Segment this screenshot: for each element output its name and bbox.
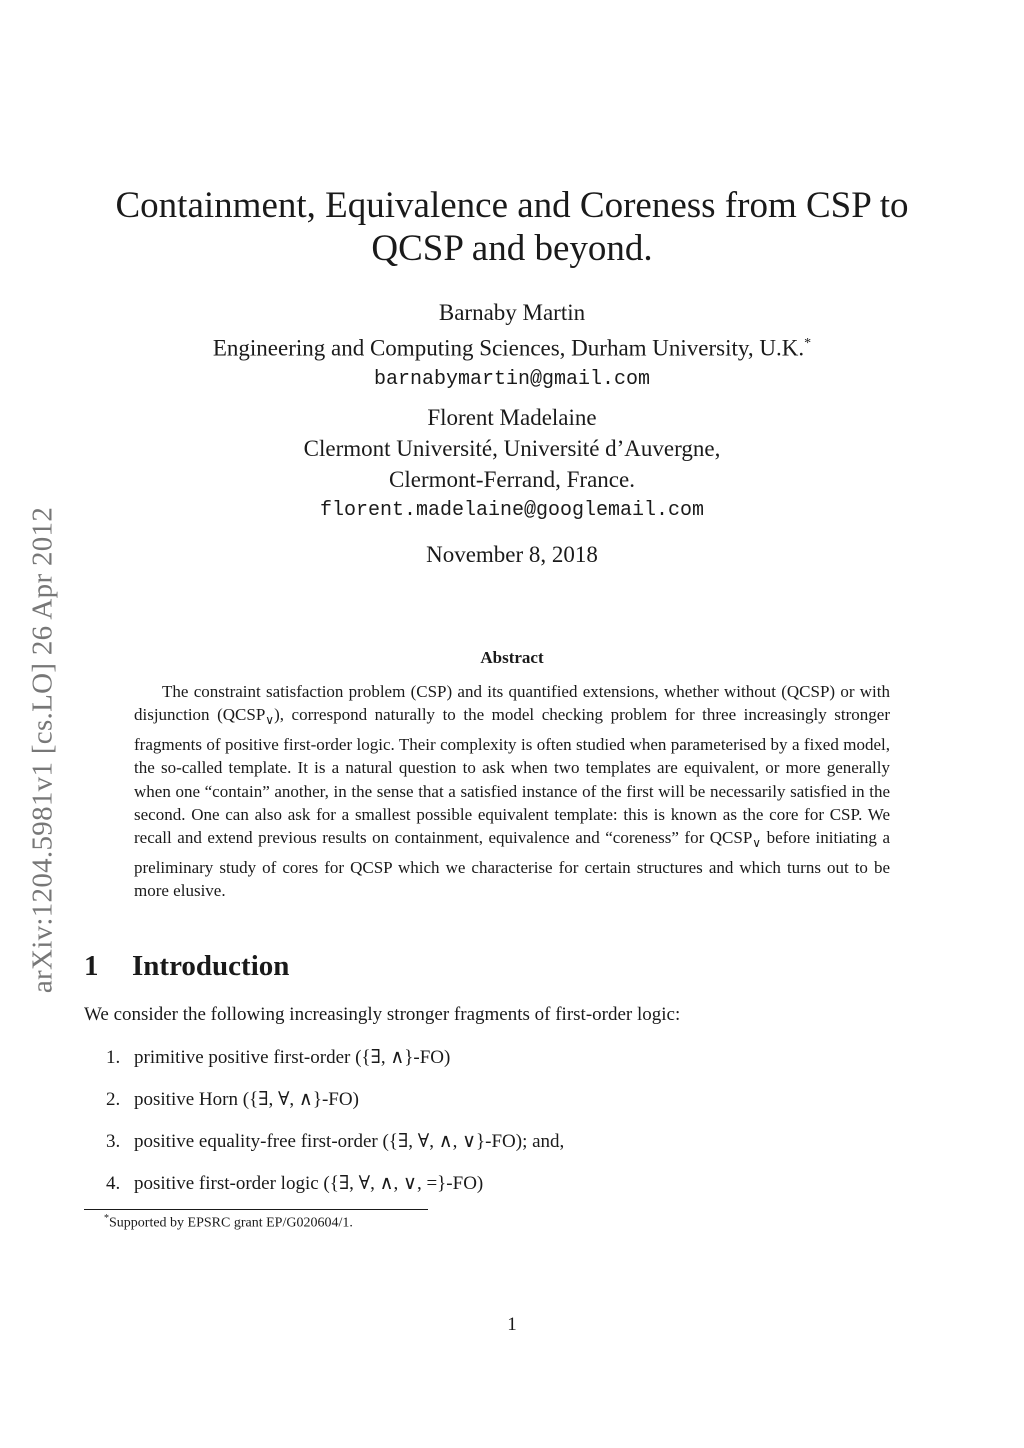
author-email[interactable]: barnabymartin@gmail.com xyxy=(373,367,651,391)
paper-title xyxy=(100,184,924,270)
author-affiliation-line-2: Clermont-Ferrand, France. xyxy=(389,467,635,492)
author-affiliation: Engineering and Computing Sciences, Durham University, U.K.* xyxy=(212,335,812,361)
section-heading xyxy=(84,950,289,983)
author-affiliation-line-1: Clermont Université, Université d’Auvergne, xyxy=(303,436,721,461)
footnote: *Supported by EPSRC grant EP/G020604/1. xyxy=(104,1213,353,1231)
section-number: 1 xyxy=(84,950,99,982)
list-item: 1. primitive positive first-order ({∃, ∧}-FO) xyxy=(106,1047,451,1068)
list-item: 4. positive first-order logic ({∃, ∀, ∧, ∨, =}-FO) xyxy=(106,1173,484,1194)
author-block-2 xyxy=(100,402,924,526)
author-block-1 xyxy=(100,297,924,395)
abstract-body: The constraint satisfaction problem (CSP) and its quantified extensions, whether without (QCSP) or with disjunction $(QCSP_\vee)$, correspond naturally to the model checking problem for three increasingly stronger fragments of positive first-order logic. Their complexity is often studied when parameterised by a fixed model, the so-called template. It is a natural question to ask when two templates are equivalent, or more generally when one “contain” another, in the sense that a satisfied instance of the first will be necessarily satisfied in the second. One can also ask for a smallest possible equivalent template: this is known as the core for CSP. We recall and extend previous results on containment, equivalence and “coreness” for $QCSP_\vee$ before initiating a preliminary study of cores for QCSP which we characterise for certain structures and which turns out to be more elusive. xyxy=(134,682,890,901)
list-item: 2. positive Horn ({∃, ∀, ∧}-FO) xyxy=(106,1089,359,1110)
paper-date: November 8, 2018 xyxy=(426,542,598,567)
list-item: 3. positive equality-free first-order ({∃, ∀, ∧, ∨}-FO); and, xyxy=(106,1131,565,1152)
author-email[interactable]: florent.madelaine@googlemail.com xyxy=(319,499,705,522)
footnote-divider xyxy=(84,1209,428,1210)
footnote-marker: * xyxy=(804,336,812,351)
fragment-list xyxy=(106,1044,564,1212)
section-title: Introduction xyxy=(132,950,290,982)
author-name: Barnaby Martin xyxy=(438,300,586,325)
title-line-2: QCSP and beyond. xyxy=(371,228,653,269)
author-name: Florent Madelaine xyxy=(427,405,597,430)
title-line-1: Containment, Equivalence and Coreness from CSP to xyxy=(115,185,909,226)
page-number: 1 xyxy=(507,1314,517,1335)
arxiv-stamp: arXiv:1204.5981v1 [cs.LO] 26 Apr 2012 xyxy=(26,506,59,994)
intro-sentence: We consider the following increasingly stronger fragments of first-order logic: xyxy=(84,1004,681,1025)
abstract-heading: Abstract xyxy=(480,648,544,667)
